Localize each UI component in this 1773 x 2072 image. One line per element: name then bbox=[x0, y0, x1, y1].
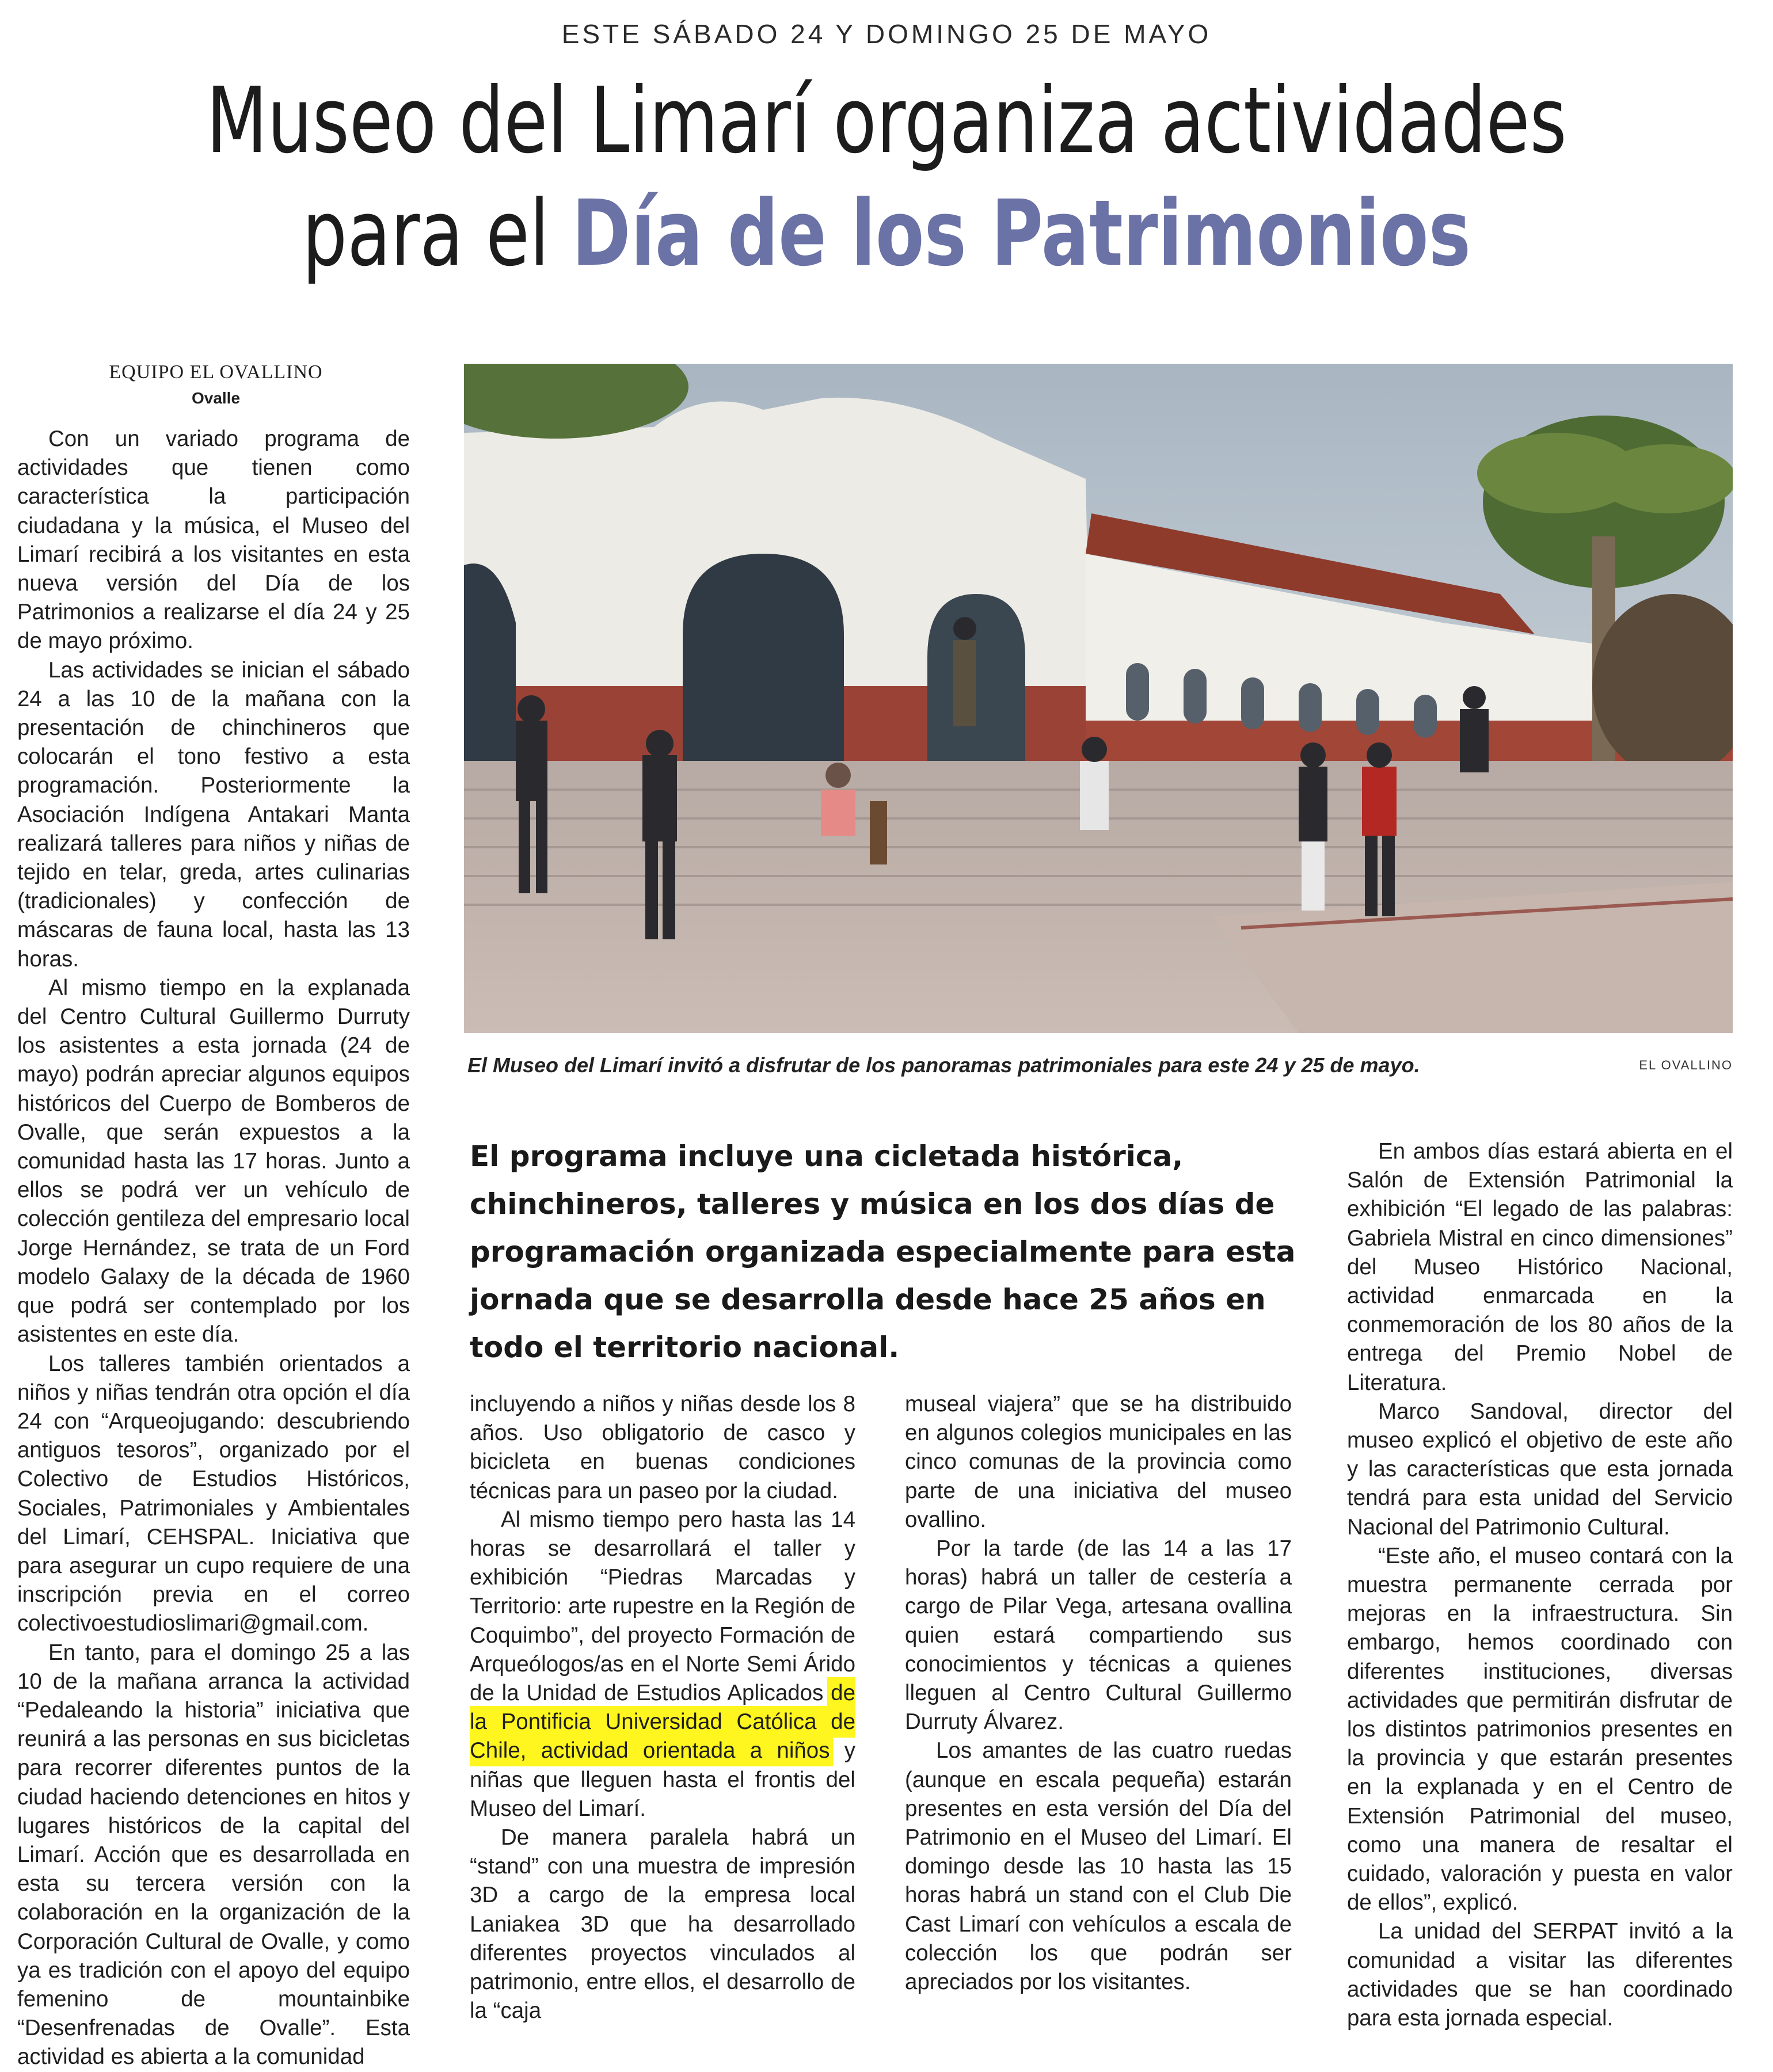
headline-accent: Día de los Patrimonios bbox=[572, 181, 1471, 287]
paragraph: En ambos días estará abierta en el Salón de Extensión Patrimonial la exhibición “El legado de las palabras: Gabriela Mistral en cinco dimensiones” del Museo Histórico Nacional, actividad enmarcada en la conmemoración de los 80 años de la entrega del Premio Nobel de Literatura. bbox=[1347, 1139, 1733, 1395]
museum-photo-illustration bbox=[464, 364, 1733, 1033]
paragraph bbox=[470, 1506, 855, 1823]
article-column-4 bbox=[1347, 1137, 1733, 2033]
article-column-3 bbox=[905, 1390, 1292, 1997]
paragraph: “Este año, el museo contará con la muestra permanente cerrada por mejoras en la infraestructura. Sin embargo, hemos coordinado con diferentes instituciones, diversas actividades que permitirán disfrutar de los distintos patrimonios presentes en la provincia y que estarán presentes en la explanada y en el Centro de Extensión Patrimonial del museo, como una manera de resaltar el cuidado, valoración y puesta en valor de ellos”, explicó. bbox=[1347, 1543, 1733, 1915]
photo-credit: EL OVALLINO bbox=[1639, 1058, 1733, 1072]
byline-team: EQUIPO EL OVALLINO bbox=[109, 361, 323, 383]
paragraph: Al mismo tiempo en la explanada del Centro Cultural Guillermo Durruty los asistentes a esta jornada (24 de mayo) podrán apreciar algunos equipos históricos del Cuerpo de Bomberos de Ovalle, que serán expuestos a la comunidad hasta las 17 horas. Junto a ellos se podrá ver un vehículo de colección gentileza del empresario local Jorge Hernández, se trata de un Ford modelo Galaxy de la década de 1960 que podrá ser contemplado por los asistentes en este día. bbox=[17, 975, 410, 1347]
pull-quote: El programa incluye una cicletada histórica, chinchineros, talleres y música en los dos días de programación organizada especialmente para esta jornada que se desarrolla desde hace 25 años en todo el territorio nacional. bbox=[470, 1140, 1296, 1364]
museum-photo bbox=[464, 364, 1733, 1033]
headline-line-2 bbox=[195, 177, 1578, 290]
headline bbox=[195, 64, 1578, 290]
paragraph: En tanto, para el domingo 25 a las 10 de la mañana arranca la actividad “Pedaleando la historia” iniciativa que reunirá a las personas en sus bicicletas para recorrer diferentes puntos de la ciudad haciendo detenciones en hitos y lugares históricos de la capital del Limarí. Acción que es desarrollada en esta su tercera versión con la colaboración en la organización de la Corporación Cultural de Ovalle, y como ya es tradición con el apoyo del equipo femenino de mountainbike “Desenfrenadas de Ovalle”. Esta actividad es abierta a la comunidad bbox=[17, 1640, 410, 2070]
article-column-1 bbox=[17, 425, 410, 2072]
byline-city: Ovalle bbox=[191, 389, 241, 407]
headline-line-2-prefix: para el bbox=[302, 181, 572, 287]
paragraph: Marco Sandoval, director del museo explicó el objetivo de este año y las características que esta jornada tendrá para esta unidad del Servicio Nacional del Patrimonio Cultural. bbox=[1347, 1399, 1733, 1540]
paragraph: Las actividades se inician el sábado 24 a las 10 de la mañana con la presentación de chinchineros que colocarán el tono festivo a esta programación. Posteriormente la Asociación Indígena Antakari Manta realizará talleres para niños y niñas de tejido en telar, greda, artes culinarias (tradicionales) y confección de máscaras de fauna local, hasta las 13 horas. bbox=[17, 657, 410, 972]
paragraph: La unidad del SERPAT invitó a la comunidad a visitar las diferentes actividades que se han coordinado para esta jornada especial. bbox=[1347, 1919, 1733, 2031]
paragraph: museal viajera” que se ha distribuido en algunos colegios municipales en las cinco comunas de la provincia como parte de una iniciativa del museo ovallino. bbox=[905, 1392, 1292, 1532]
text-span: Al mismo tiempo pero hasta las 14 horas se desarrollará el taller y exhibición “Piedras Marcadas y Territorio: arte rupestre en la Región de Coquimbo”, del proyecto Formación de Arqueólogos/as en el Norte Semi Árido de la Unidad de Estudios Aplicados bbox=[470, 1507, 855, 1706]
paragraph: incluyendo a niños y niñas desde los 8 años. Uso obligatorio de casco y bicicleta en buenas condiciones técnicas para un paseo por la ciudad. bbox=[470, 1392, 855, 1503]
text-span: y niñas que lleguen hasta el frontis del Museo del Limarí. bbox=[470, 1738, 855, 1821]
paragraph: Los talleres también orientados a niños y niñas tendrán otra opción el día 24 con “Arqueojugando: descubriendo antiguos tesoros”, organizado por el Colectivo de Estudios Históricos, Sociales, Patrimoniales y Ambientales del Limarí, CEHSPAL. Iniciativa que para asegurar un cupo requiere de una inscripción previa en el correo colectivoestudioslimari@gmail.com. bbox=[17, 1351, 410, 1636]
paragraph: Los amantes de las cuatro ruedas (aunque en escala pequeña) estarán presentes en esta versión del Día del Patrimonio en el Museo del Limarí. El domingo desde las 10 hasta las 15 horas habrá un stand con el Club Die Cast Limarí con vehículos a escala de colección los que podrán ser apreciados por los visitantes. bbox=[905, 1738, 1292, 1995]
article-column-2 bbox=[470, 1390, 855, 2025]
highlighted-text: de la Pontificia Universidad Católica de Chile, actividad orientada a niños bbox=[470, 1681, 855, 1764]
paragraph: De manera paralela habrá un “stand” con una muestra de impresión 3D a cargo de la empresa local Laniakea 3D que ha desarrollado diferentes proyectos vinculados al patrimonio, entre ellos, el desarrollo de la “caja bbox=[470, 1825, 855, 2024]
kicker: ESTE SÁBADO 24 Y DOMINGO 25 DE MAYO bbox=[561, 19, 1212, 49]
headline-line-1: Museo del Limarí organiza actividades bbox=[206, 68, 1567, 174]
paragraph: Por la tarde (de las 14 a las 17 horas) habrá un taller de cestería a cargo de Pilar Vega, artesana ovallina quien estará compartiendo sus conocimientos y técnicas a quienes lleguen al Centro Cultural Guillermo Durruty Álvarez. bbox=[905, 1536, 1292, 1735]
paragraph: Con un variado programa de actividades que tienen como característica la participación ciudadana y la música, el Museo del Limarí recibirá a los visitantes en esta nueva versión del Día de los Patrimonios a realizarse el día 24 y 25 de mayo próximo. bbox=[17, 426, 410, 654]
photo-caption: El Museo del Limarí invitó a disfrutar de los panoramas patrimoniales para este 24 y 25 de mayo. bbox=[467, 1053, 1420, 1077]
